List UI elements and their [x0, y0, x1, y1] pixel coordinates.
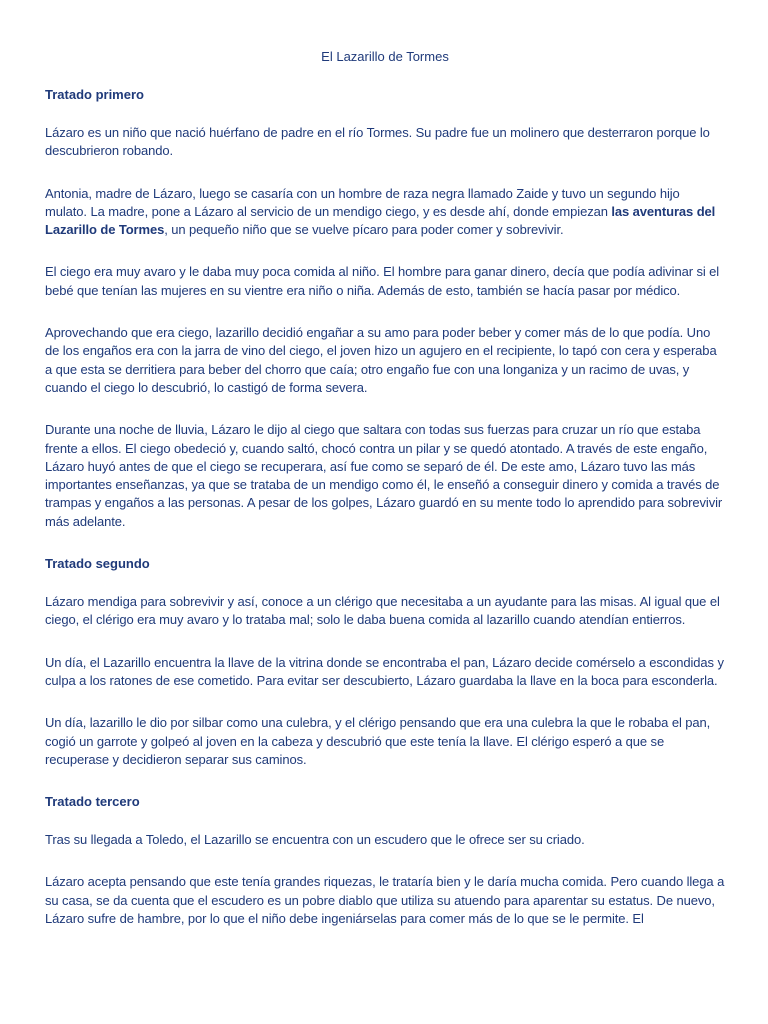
paragraph: Tras su llegada a Toledo, el Lazarillo se encuentra con un escudero que le ofrece ser su criado. [45, 832, 585, 848]
section-heading-third: Tratado tercero [45, 794, 140, 810]
bold-phrase: las aventuras del Lazarillo de Tormes [45, 203, 716, 238]
paragraph-text: , un pequeño niño que se vuelve pícaro para poder comer y sobrevivir. [164, 222, 564, 238]
paragraph: Lázaro es un niño que nació huérfano de padre en el río Tormes. Su padre fue un molinero que desterraron porque lo descubrieron robando. [45, 125, 710, 159]
section-heading-first: Tratado primero [45, 87, 144, 102]
document-title: El Lazarillo de Tormes [321, 49, 449, 64]
paragraph: Durante una noche de lluvia, Lázaro le dijo al ciego que saltara con todas sus fuerzas para cruzar un río que estaba frente a ellos. El ciego obedeció y, cuando saltó, chocó contra un pilar y se quedó atontado. A través de este engaño, Lázaro huyó antes de que el ciego se recuperara, así fue como se separó de él. De este amo, Lázaro tuvo las más importantes enseñanzas, ya que se trataba de un mendigo como él, le enseñó a conseguir dinero y comida a través de trampas y engaños a las personas. A pesar de los golpes, Lázaro guardó en su mente todo lo aprendido para sobrevivir más adelante. [45, 422, 723, 529]
document-page [45, 48, 725, 928]
section-heading-second: Tratado segundo [45, 556, 150, 572]
paragraph: Lázaro mendiga para sobrevivir y así, conoce a un clérigo que necesitaba a un ayudante para las misas. Al igual que el ciego, el clérigo era muy avaro y lo trataba mal; solo le daba buena comida al lazarillo cuando atendían entierros. [45, 594, 720, 628]
paragraph: El ciego era muy avaro y le daba muy poca comida al niño. El hombre para ganar dinero, decía que podía adivinar si el bebé que tenían las mujeres en su vientre era niño o niña. Además de esto, también se hacía pasar por médico. [45, 264, 720, 298]
paragraph: Lázaro acepta pensando que este tenía grandes riquezas, le trataría bien y le daría mucha comida. Pero cuando llega a su casa, se da cuenta que el escudero es un pobre diablo que utiliza su atuendo para aparentar su estatus. De nuevo, Lázaro sufre de hambre, por lo que el niño debe ingeniárselas para comer más de lo que se le permite. El [45, 874, 725, 927]
paragraph: Un día, el Lazarillo encuentra la llave de la vitrina donde se encontraba el pan, Lázaro decide comérselo a escondidas y culpa a los ratones de ese cometido. Para evitar ser descubierto, Lázaro guardaba la llave en la boca para esconderla. [45, 654, 724, 688]
paragraph [45, 185, 725, 240]
paragraph: Un día, lazarillo le dio por silbar como una culebra, y el clérigo pensando que era una culebra la que le robaba el pan, cogió un garrote y golpeó al joven en la cabeza y descubrió que este tenía la llave. El clérigo esperó a que se recuperase y decidieron separar sus caminos. [45, 715, 711, 767]
paragraph-text: Antonia, madre de Lázaro, luego se casaría con un hombre de raza negra llamado Zaide y tuvo un segundo hijo mulato. La madre, pone a Lázaro al servicio de un mendigo ciego, y es desde ahí, donde empiezan [45, 185, 680, 219]
paragraph: Aprovechando que era ciego, lazarillo decidió engañar a su amo para poder beber y comer más de lo que podía. Uno de los engaños era con la jarra de vino del ciego, el joven hizo un agujero en el recipiente, lo tapó con cera y esperaba a que esta se derritiera para beber del chorro que caía; otro engaño fue con una longaniza y un racimo de uvas, y cuando el ciego lo descubrió, lo castigó de forma severa. [45, 325, 717, 395]
